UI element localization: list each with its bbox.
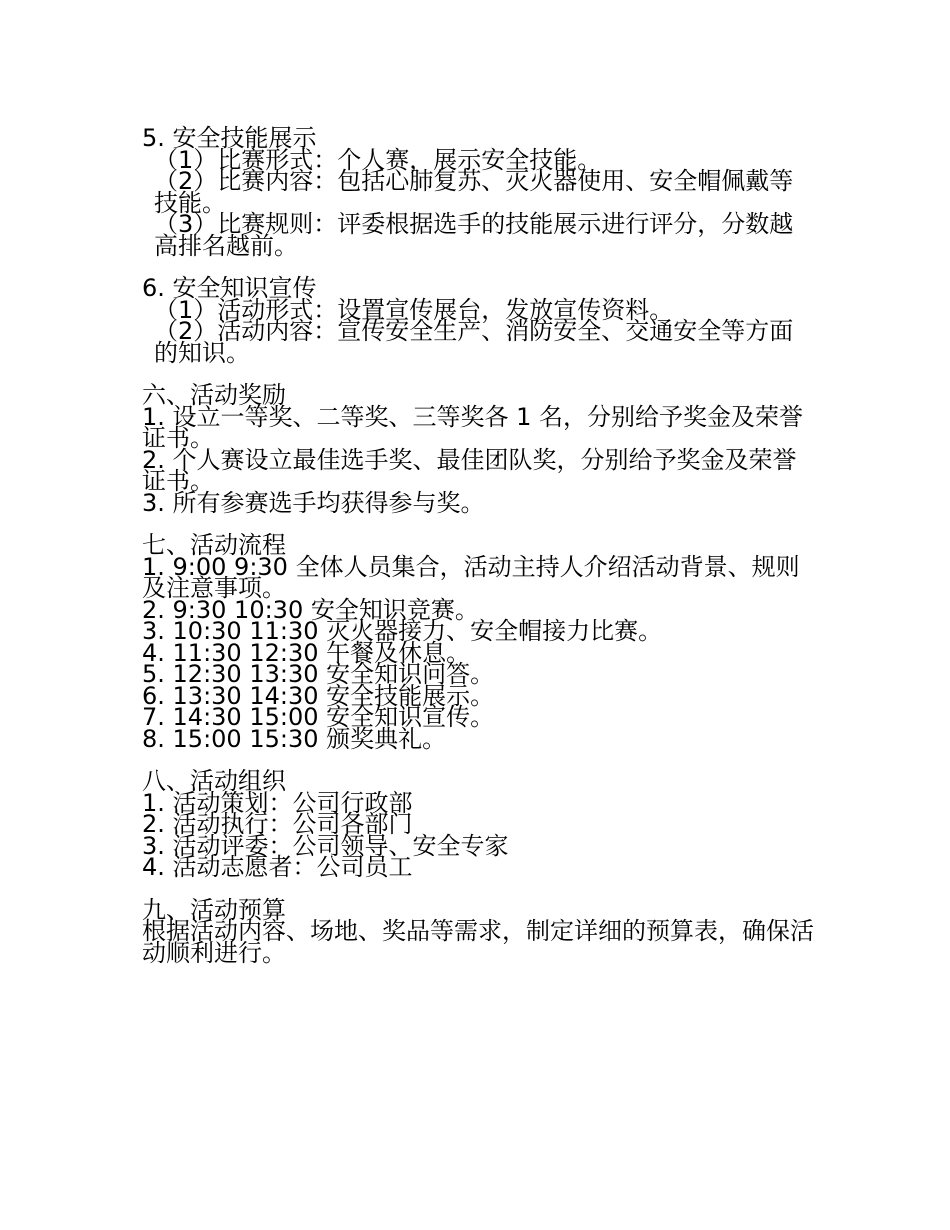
paragraph-line: 6. 13:30 14:30 安全技能展示。 <box>142 681 495 710</box>
paragraph-line: 2. 个人赛设立最佳选手奖、最佳团队奖，分别给予奖金及荣誉证书。 <box>142 445 797 495</box>
paragraph-line: （1）比赛形式：个人赛，展示安全技能。 <box>154 145 602 174</box>
section <box>142 531 814 753</box>
paragraph-line: 3. 10:30 11:30 灭火器接力、安全帽接力比赛。 <box>142 617 663 645</box>
section-heading: 八、活动组织 <box>142 767 286 795</box>
paragraph-line: （2）比赛内容：包括心肺复苏、灭火器使用、安全帽佩戴等技能。 <box>154 167 794 217</box>
paragraph-line: （3）比赛规则：评委根据选手的技能展示进行评分，分数越高排名越前。 <box>154 210 794 260</box>
section <box>142 767 814 881</box>
section-heading: 6. 安全知识宣传 <box>142 274 317 302</box>
paragraph-line: 3. 所有参赛选手均获得参与奖。 <box>142 488 485 517</box>
section <box>142 274 814 367</box>
section-heading: 九、活动预算 <box>142 895 286 924</box>
paragraph-line: 7. 14:30 15:00 安全知识宣传。 <box>142 703 495 731</box>
paragraph-line: （1）活动形式：设置宣传展台，发放宣传资料。 <box>154 295 674 324</box>
section-heading: 5. 安全技能展示 <box>142 124 317 152</box>
section-heading: 七、活动流程 <box>142 531 286 559</box>
paragraph-line: 3. 活动评委：公司领导、安全专家 <box>142 831 509 860</box>
paragraph-line: 4. 11:30 12:30 午餐及休息。 <box>142 638 471 667</box>
paragraph-line: 1. 活动策划：公司行政部 <box>142 788 413 817</box>
section <box>142 124 814 260</box>
paragraph-line: 1. 设立一等奖、二等奖、三等奖各 1 名，分别给予奖金及荣誉证书。 <box>142 402 804 452</box>
paragraph-line: 2. 9:30 10:30 安全知识竞赛。 <box>142 595 479 624</box>
paragraph-line: 2. 活动执行：公司各部门 <box>142 810 413 838</box>
section-heading: 六、活动奖励 <box>142 381 286 409</box>
document-page <box>142 124 814 985</box>
section <box>142 895 814 967</box>
paragraph-line: 8. 15:00 15:30 颁奖典礼。 <box>142 724 447 753</box>
paragraph-line: 5. 12:30 13:30 安全知识问答。 <box>142 660 495 688</box>
section <box>142 381 814 517</box>
paragraph-line: 4. 活动志愿者：公司员工 <box>142 853 413 881</box>
paragraph-line: 根据活动内容、场地、奖品等需求，制定详细的预算表，确保活动顺利进行。 <box>142 917 814 967</box>
paragraph-line: （2）活动内容：宣传安全生产、消防安全、交通安全等方面的知识。 <box>154 317 794 367</box>
paragraph-line: 1. 9:00 9:30 全体人员集合，活动主持人介绍活动背景、规则及注意事项。 <box>142 552 800 602</box>
